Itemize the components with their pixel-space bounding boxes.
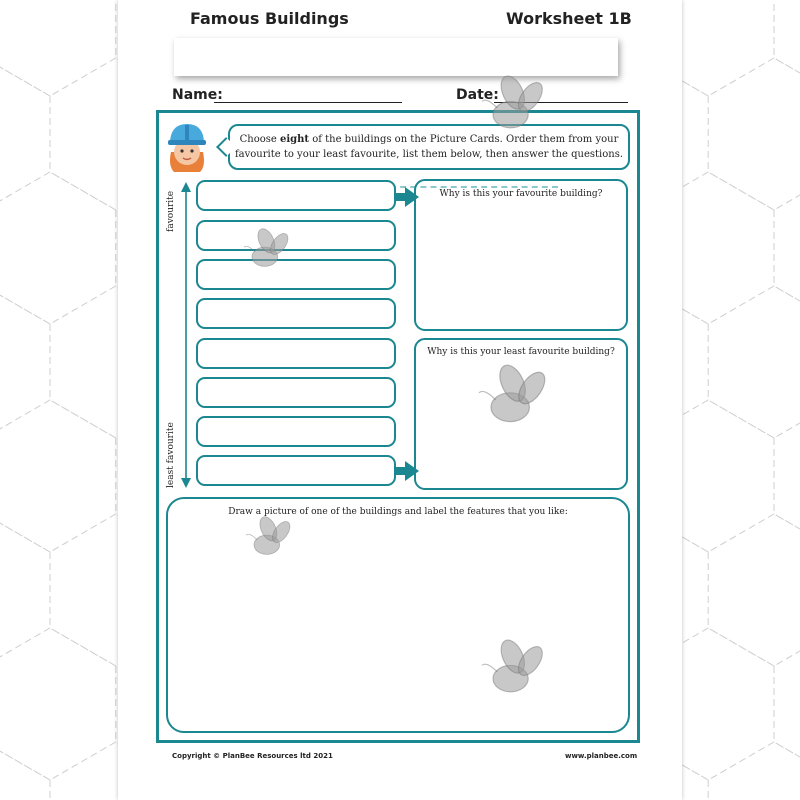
instruction-bold-word: eight <box>280 134 310 145</box>
bee-watermark-icon <box>482 72 547 127</box>
worksheet-title: Famous Buildings <box>190 9 349 28</box>
bee-watermark-icon <box>479 361 550 421</box>
least-favourite-question: Why is this your least favourite building? <box>427 347 615 357</box>
bee-watermark-icon <box>482 636 547 691</box>
favourite-question: Why is this your favourite building? <box>439 189 603 199</box>
date-label: Date: <box>456 87 499 103</box>
name-label: Name: <box>172 87 223 103</box>
drawing-prompt: Draw a picture of one of the buildings and label the features that you like: <box>228 507 568 517</box>
bee-watermark-icon <box>246 514 293 554</box>
favourite-axis-label: favourite <box>166 190 176 232</box>
instruction-post: of the buildings on the Picture Cards. Order them from your <box>309 134 619 145</box>
least-favourite-axis-label: least favourite <box>166 422 176 488</box>
worksheet-number: Worksheet 1B <box>506 9 632 28</box>
bee-watermark-icon <box>244 226 291 266</box>
instruction-line-2: favourite to your least favourite, list them below, then answer the questions. <box>234 149 624 160</box>
website-link[interactable]: www.planbee.com <box>565 752 638 760</box>
copyright-text: Copyright © PlanBee Resources ltd 2021 <box>172 752 333 760</box>
instruction-pre: Choose <box>239 134 280 145</box>
